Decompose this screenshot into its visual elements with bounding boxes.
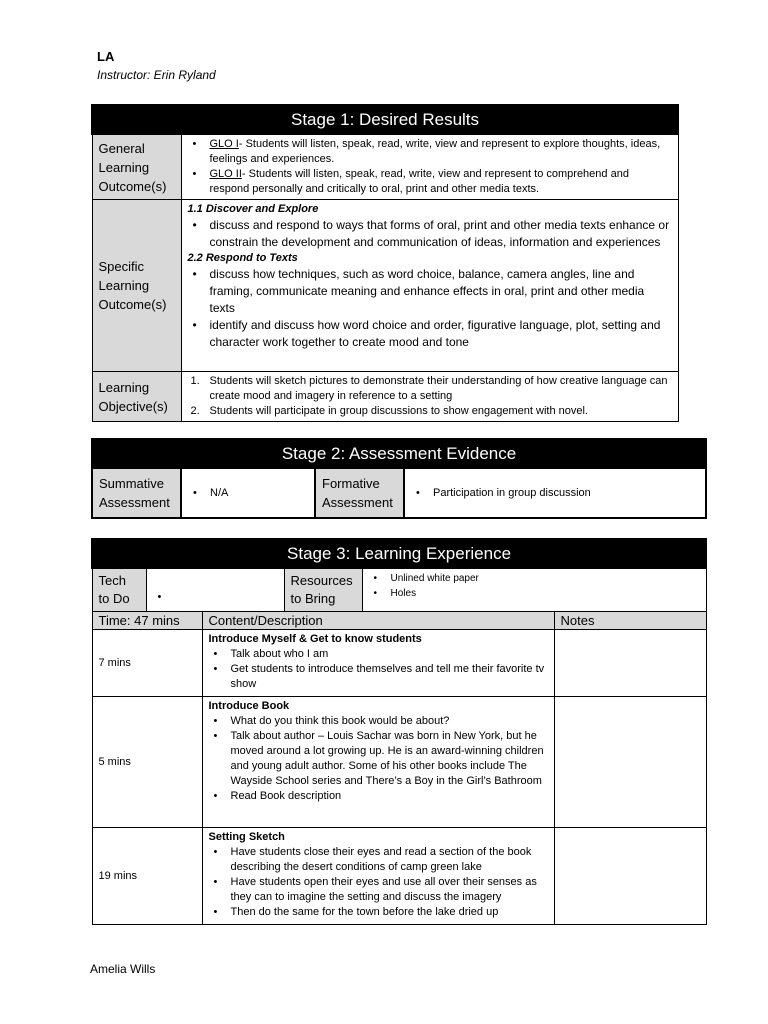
resources-label: Resources to Bring (284, 568, 362, 612)
tech-label: Tech to Do (92, 568, 146, 612)
row-notes (554, 697, 706, 828)
notes-header: Notes (554, 612, 706, 630)
list-item: • Get students to introduce themselves and tell me their favorite tv show (209, 662, 548, 692)
formative-cell (404, 468, 706, 518)
row-notes (554, 630, 706, 697)
slo-label: Specific Learning Outcome(s) (92, 200, 181, 372)
lo-item: 1. Students will sketch pictures to demonstrate their understanding of how creative language can create mood and imagery in reference to a setting (190, 375, 668, 402)
row-content (202, 630, 554, 697)
glo-cell (181, 134, 678, 200)
slo-item: • discuss how techniques, such as word choice, balance, camera angles, line and framing, communicate meaning and enhance effects in oral, print and other media texts (188, 266, 672, 317)
table-row (92, 828, 706, 925)
glo-label: General Learning Outcome(s) (92, 134, 181, 200)
resource-item: • Holes (369, 586, 700, 601)
glo-item: • GLO I- Students will listen, speak, read, write, view and represent to explore thoughts, ideas, feelings and experiences. (188, 137, 672, 167)
time-header: Time: 47 mins (92, 612, 202, 630)
slo-item: • identify and discuss how word choice and order, figurative language, plot, setting and character work together to create mood and tone (188, 317, 672, 351)
formative-label: Formative Assessment (315, 468, 404, 518)
slo-heading: 1.1 Discover and Explore (187, 203, 319, 215)
footer-author: Amelia Wills (90, 962, 156, 976)
table-row (92, 630, 706, 697)
summative-label: Summative Assessment (92, 468, 181, 518)
slo-item: • discuss and respond to ways that forms of oral, print and other media texts enhance or constrain the development and communication of ideas, information and experiences (188, 217, 672, 251)
list-item: • Have students close their eyes and read a section of the book describing the desert conditions of camp green lake (209, 845, 548, 875)
lo-cell (181, 372, 678, 422)
row-time: 5 mins (92, 697, 202, 828)
instructor-name: Instructor: Erin Ryland (97, 68, 216, 82)
table-row (92, 697, 706, 828)
resource-item: • Unlined white paper (369, 571, 700, 586)
content-header: Content/Description (202, 612, 554, 630)
list-item: • What do you think this book would be about? (209, 714, 548, 729)
document-subject: LA (97, 49, 115, 64)
row-content (202, 697, 554, 828)
tech-cell (146, 568, 284, 612)
lo-item: 2. Students will participate in group discussions to show engagement with novel. (190, 405, 588, 417)
row-time: 19 mins (92, 828, 202, 925)
stage3-title: Stage 3: Learning Experience (92, 539, 706, 568)
formative-value: • Participation in group discussion (411, 486, 699, 501)
row-title: Setting Sketch (208, 831, 285, 843)
stage1-table (91, 104, 679, 422)
stage1-title: Stage 1: Desired Results (92, 105, 678, 134)
row-content (202, 828, 554, 925)
stage3-table (91, 538, 707, 925)
row-title: Introduce Myself & Get to know students (208, 633, 422, 645)
list-item: • Talk about author – Louis Sachar was born in New York, but he moved around a lot growing up. He is an award-winning children and young adult author. Some of his other books include The Wayside School series and There’s a Boy in the Girl’s Bathroom (209, 729, 548, 789)
row-time: 7 mins (92, 630, 202, 697)
list-item: • Talk about who I am (209, 647, 548, 662)
stage2-table (91, 438, 707, 519)
summative-cell (181, 468, 315, 518)
list-item: • Then do the same for the town before the lake dried up (209, 905, 548, 920)
list-item: • Have students open their eyes and use all over their senses as they can to imagine the setting and discuss the imagery (209, 875, 548, 905)
slo-cell (181, 200, 678, 372)
slo-heading: 2.2 Respond to Texts (187, 252, 298, 264)
row-title: Introduce Book (208, 700, 290, 712)
glo-item: • GLO II- Students will listen, speak, read, write, view and represent to comprehend and respond personally and critically to oral, print and other media texts. (188, 167, 672, 197)
summative-value: • N/A (188, 486, 308, 501)
lo-label: Learning Objective(s) (92, 372, 181, 422)
resources-cell (362, 568, 706, 612)
list-item: • Read Book description (209, 789, 548, 804)
stage2-title: Stage 2: Assessment Evidence (92, 439, 706, 468)
row-notes (554, 828, 706, 925)
